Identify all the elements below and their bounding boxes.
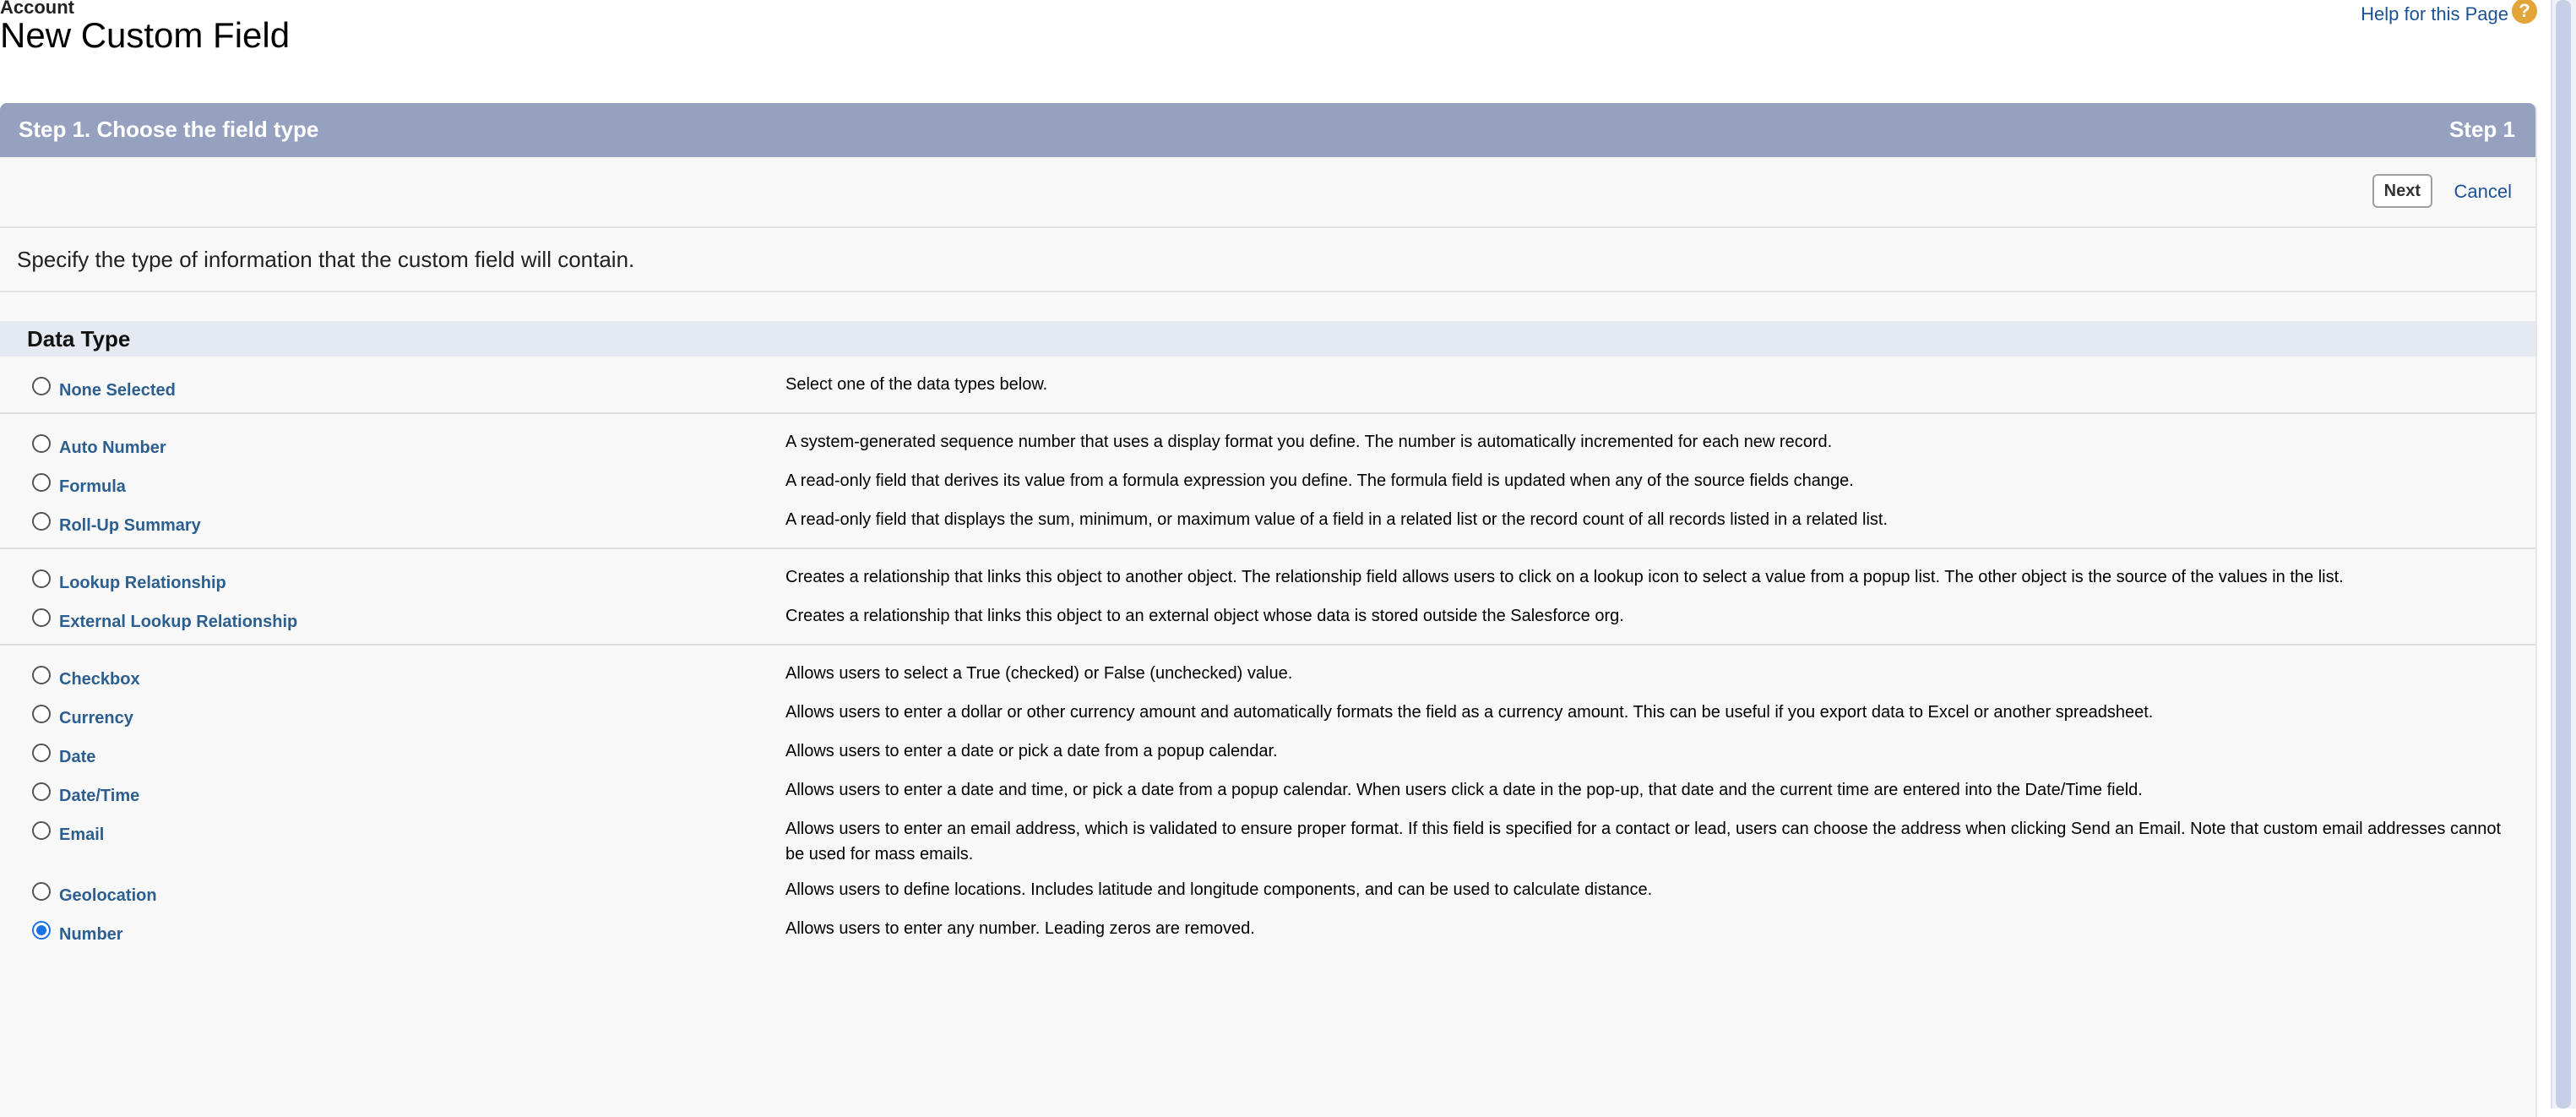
radio-formula[interactable] bbox=[32, 473, 51, 492]
data-type-description: Allows users to enter any number. Leading zeros are removed. bbox=[785, 919, 1255, 938]
data-type-option[interactable] bbox=[0, 661, 785, 689]
radio-email[interactable] bbox=[32, 821, 51, 840]
radio-number[interactable] bbox=[32, 921, 51, 940]
data-type-option[interactable] bbox=[0, 777, 785, 806]
data-type-label[interactable]: Roll-Up Summary bbox=[59, 516, 201, 535]
data-type-row-formula bbox=[0, 468, 2535, 497]
button-bar bbox=[0, 157, 2535, 228]
data-type-description: Allows users to enter a date and time, or pick a date from a popup calendar. When users click a date in the pop-up, that date and the current time are entered into the Date/Time field. bbox=[785, 781, 2143, 799]
data-type-row-auto-number bbox=[0, 429, 2535, 458]
data-type-option[interactable] bbox=[0, 468, 785, 497]
data-type-row-date-time bbox=[0, 777, 2535, 806]
data-type-label[interactable]: Currency bbox=[59, 709, 133, 727]
data-type-option[interactable] bbox=[0, 738, 785, 767]
data-type-group bbox=[0, 549, 2535, 646]
data-type-description: A read-only field that displays the sum, minimum, or maximum value of a field in a related list or the record count of all records listed in a related list. bbox=[785, 510, 1889, 529]
data-type-label[interactable]: Email bbox=[59, 825, 105, 844]
data-type-option[interactable] bbox=[0, 877, 785, 906]
scrollbar-thumb[interactable] bbox=[2556, 0, 2571, 1109]
data-type-group bbox=[0, 646, 2535, 956]
radio-date-time[interactable] bbox=[32, 782, 51, 801]
data-type-description: A read-only field that derives its value from a formula expression you define. The formula field is updated when any of the source fields change. bbox=[785, 471, 1854, 490]
step-title: Step 1. Choose the field type bbox=[19, 117, 319, 142]
radio-lookup-relationship[interactable] bbox=[32, 569, 51, 588]
step-panel bbox=[0, 103, 2537, 1117]
data-type-row-email bbox=[0, 816, 2535, 867]
data-type-group bbox=[0, 357, 2535, 414]
radio-currency[interactable] bbox=[32, 705, 51, 723]
data-type-row-none-selected bbox=[0, 372, 2535, 400]
page-title: New Custom Field bbox=[0, 15, 291, 55]
radio-checkbox[interactable] bbox=[32, 666, 51, 684]
data-type-option[interactable] bbox=[0, 603, 785, 632]
data-type-label[interactable]: Number bbox=[59, 925, 123, 944]
next-button[interactable]: Next bbox=[2372, 174, 2432, 208]
data-type-option[interactable] bbox=[0, 916, 785, 945]
vertical-scrollbar[interactable] bbox=[2551, 0, 2576, 1109]
step-count: Step 1 bbox=[2448, 117, 2515, 142]
radio-external-lookup-relationship[interactable] bbox=[32, 608, 51, 627]
data-type-row-checkbox bbox=[0, 661, 2535, 689]
data-type-option[interactable] bbox=[0, 700, 785, 728]
data-type-label[interactable]: Date bbox=[59, 748, 96, 766]
data-type-description: Allows users to enter an email address, which is validated to ensure proper format. If this field is specified for a contact or lead, users can choose the address when clicking Send an Email. Note that custom email addresses cannot be used for mass emails. bbox=[785, 820, 2502, 864]
radio-roll-up-summary[interactable] bbox=[32, 512, 51, 531]
data-type-row-geolocation bbox=[0, 877, 2535, 906]
data-type-label[interactable]: Lookup Relationship bbox=[59, 574, 226, 592]
cancel-link[interactable]: Cancel bbox=[2454, 181, 2512, 202]
radio-date[interactable] bbox=[32, 744, 51, 762]
data-type-label[interactable]: Checkbox bbox=[59, 670, 140, 689]
step-header bbox=[0, 103, 2535, 157]
help-link[interactable]: Help for this Page bbox=[2361, 3, 2508, 25]
data-type-description: Select one of the data types below. bbox=[785, 375, 1048, 394]
data-type-description: A system-generated sequence number that uses a display format you define. The number is automatically incremented for each new record. bbox=[785, 433, 1833, 451]
data-type-description: Allows users to select a True (checked) or False (unchecked) value. bbox=[785, 664, 1293, 683]
data-type-description: Creates a relationship that links this object to another object. The relationship field allows users to click on a lookup icon to select a value from a popup list. The other object is the source of the values in the list. bbox=[785, 568, 2344, 586]
data-type-option[interactable] bbox=[0, 507, 785, 536]
data-type-label[interactable]: External Lookup Relationship bbox=[59, 613, 298, 631]
data-type-row-date bbox=[0, 738, 2535, 767]
data-type-description: Creates a relationship that links this object to an external object whose data is stored outside the Salesforce org. bbox=[785, 607, 1624, 625]
data-type-description: Allows users to define locations. Includes latitude and longitude components, and can be used to calculate distance. bbox=[785, 880, 1653, 899]
data-type-option[interactable] bbox=[0, 429, 785, 458]
data-type-label[interactable]: None Selected bbox=[59, 381, 176, 400]
data-type-description: Allows users to enter a dollar or other currency amount and automatically formats the field as a currency amount. This can be useful if you export data to Excel or another spreadsheet. bbox=[785, 703, 2154, 722]
data-type-label[interactable]: Geolocation bbox=[59, 886, 157, 905]
data-type-description: Allows users to enter a date or pick a date from a popup calendar. bbox=[785, 742, 1278, 760]
data-type-option[interactable] bbox=[0, 564, 785, 593]
section-header-data-type: Data Type bbox=[0, 321, 2535, 357]
help-icon[interactable]: ? bbox=[2512, 0, 2537, 24]
data-type-group bbox=[0, 414, 2535, 549]
data-type-list bbox=[0, 357, 2535, 956]
data-type-label[interactable]: Date/Time bbox=[59, 787, 140, 805]
data-type-row-lookup-relationship bbox=[0, 564, 2535, 593]
data-type-row-roll-up-summary bbox=[0, 507, 2535, 536]
data-type-option[interactable] bbox=[0, 816, 785, 845]
data-type-row-number bbox=[0, 916, 2535, 945]
breadcrumb: Account bbox=[0, 0, 74, 18]
data-type-row-external-lookup-relationship bbox=[0, 603, 2535, 632]
radio-none-selected[interactable] bbox=[32, 377, 51, 395]
radio-geolocation[interactable] bbox=[32, 882, 51, 901]
data-type-label[interactable]: Auto Number bbox=[59, 439, 166, 457]
data-type-row-currency bbox=[0, 700, 2535, 728]
radio-auto-number[interactable] bbox=[32, 434, 51, 453]
instruction-text: Specify the type of information that the custom field will contain. bbox=[0, 228, 2535, 292]
data-type-option[interactable] bbox=[0, 372, 785, 400]
data-type-label[interactable]: Formula bbox=[59, 477, 126, 496]
